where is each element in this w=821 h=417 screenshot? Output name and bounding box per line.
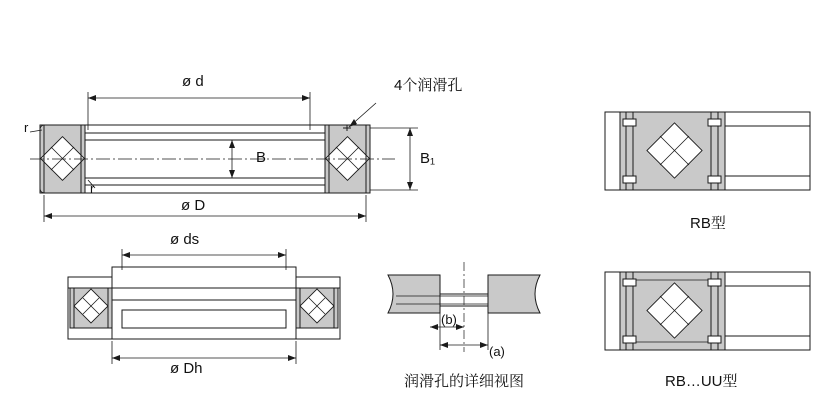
label-detail-b: (b) [441,312,457,327]
main-section-view [30,92,418,222]
label-B: B [256,149,267,166]
lube-hole-detail-view [388,262,540,352]
label-phi-D: ø D [181,197,206,214]
rb-type-view [605,112,810,190]
label-detail-a: (a) [489,344,505,359]
label-r-top: r [24,120,29,135]
label-rb-uu-type: RB…UU型 [665,373,738,390]
label-phi-d: ø d [182,73,204,90]
label-r-bottom: r [90,181,95,196]
label-B1: B₁ [420,150,436,167]
label-rb-type: RB型 [690,215,726,232]
label-phi-ds: ø ds [170,231,200,248]
secondary-section-view [68,249,340,364]
label-lube-holes: 4个润滑孔 [394,77,463,94]
label-detail-caption: 润滑孔的详细视图 [404,373,525,390]
rb-uu-type-view [605,272,810,350]
label-phi-Dh: ø Dh [170,360,203,377]
